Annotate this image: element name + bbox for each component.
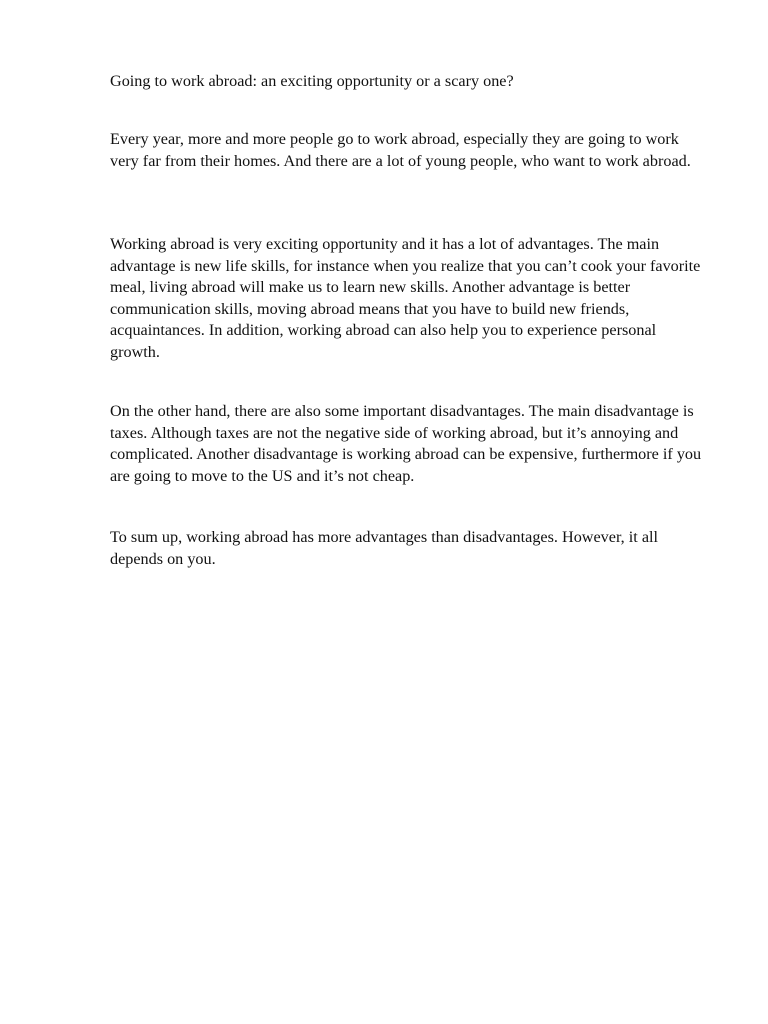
paragraph-advantages: Working abroad is very exciting opportunity and it has a lot of advantages. The main advantage is new life skills, for instance when you realize that you can’t cook your favorite meal, living abroad will make us to learn new skills. Another advantage is better communication skills, moving abroad means that you have to build new friends, acquaintances. In addition, working abroad can also help you to experience personal growth. xyxy=(110,235,701,361)
paragraph-conclusion: To sum up, working abroad has more advantages than disadvantages. However, it all depends on you. xyxy=(110,528,658,568)
paragraph-introduction: Every year, more and more people go to work abroad, especially they are going to work very far from their homes. And there are a lot of young people, who want to work abroad. xyxy=(110,130,691,170)
paragraph-disadvantages: On the other hand, there are also some important disadvantages. The main disadvantage is taxes. Although taxes are not the negative side of working abroad, but it’s annoying and complicated. Another disadvantage is working abroad can be expensive, furthermore if you are going to move to the US and it’s not cheap. xyxy=(110,402,702,485)
document-title: Going to work abroad: an exciting opportunity or a scary one? xyxy=(110,72,514,90)
